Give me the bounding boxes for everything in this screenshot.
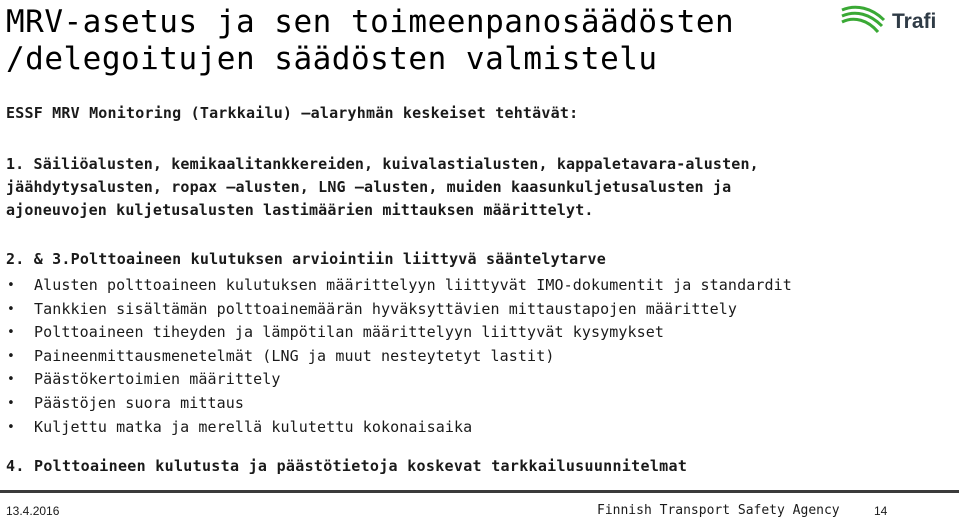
list-item [6,368,792,392]
list-item [6,298,792,322]
bullet-icon: • [7,395,15,411]
footer-agency: Finnish Transport Safety Agency [597,503,840,518]
slide-title-line-1: MRV-asetus ja sen toimeenpanosäädösten [6,4,735,40]
task-item-4: 4. Polttoaineen kulutusta ja päästötietoja koskevat tarkkailusuunnitelmat [6,457,688,475]
list-item [6,392,792,416]
bullet-icon: • [7,348,15,364]
list-item [6,416,792,440]
bullet-list [6,274,792,439]
list-item-text: Tankkien sisältämän polttoainemäärän hyväksyttävien mittaustapojen määrittely [34,299,738,318]
task-item-1-line-1: 1. Säiliöalusten, kemikaalitankkereiden, kuivalastialusten, kappaletavara-alusten, [6,155,759,173]
bullet-icon: • [7,278,15,293]
task-item-1-line-3: ajoneuvojen kuljetusalusten lastimäärien mittauksen määrittelyt. [6,201,594,219]
section-subtitle: ESSF MRV Monitoring (Tarkkailu) –alaryhmän keskeiset tehtävät: [6,104,579,122]
slide-title-line-2: /delegoitujen säädösten valmistelu [6,41,658,77]
list-item-text: Paineenmittausmenetelmät (LNG ja muut nesteytetyt lastit) [34,346,555,365]
footer-date: 13.4.2016 [6,504,60,518]
slide-title [6,4,826,78]
list-item [6,321,792,345]
logo-text: Trafi [892,10,937,33]
list-item-text: Kuljettu matka ja merellä kulutettu kokonaisaika [34,417,473,436]
list-item [6,345,792,369]
list-item-text: Polttoaineen tiheyden ja lämpötilan määrittelyyn liittyvät kysymykset [34,323,665,342]
bullet-icon: • [7,301,15,317]
task-item-1-line-2: jäähdytysalusten, ropax –alusten, LNG –alusten, muiden kaasunkuljetusalusten ja [6,178,732,196]
bullet-icon: • [7,325,15,341]
task-item-1 [6,153,936,222]
bullet-icon: • [7,372,15,388]
task-item-2-3-heading: 2. & 3.Polttoaineen kulutuksen arviointiin liittyvä sääntelytarve [6,250,606,268]
list-item-text: Päästöjen suora mittaus [34,393,245,412]
list-item-text: Alusten polttoaineen kulutuksen määrittelyyn liittyvät IMO-dokumentit ja standardit [34,276,792,294]
page-number: 14 [874,504,888,518]
list-item [6,274,792,298]
footer-divider [0,490,959,493]
bullet-icon: • [7,419,15,435]
list-item-text: Päästökertoimien määrittely [34,370,281,389]
